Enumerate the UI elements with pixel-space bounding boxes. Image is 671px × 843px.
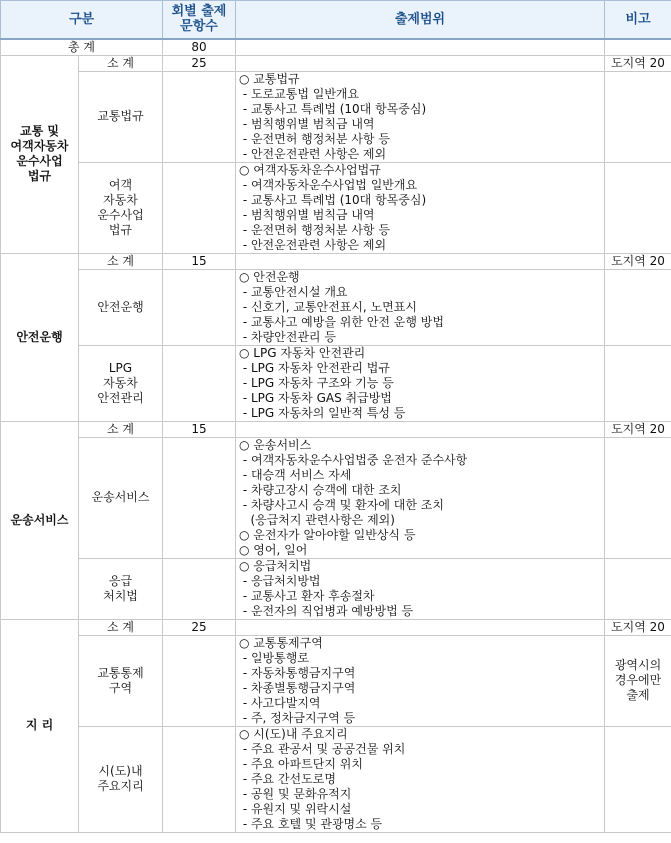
header-category: 구분 (1, 1, 163, 39)
section-category-line: 법규 (27, 169, 52, 183)
subtotal-value: 15 (163, 253, 236, 269)
scope-line: - 교통사고 특례법 (10대 항목중심) (239, 192, 427, 207)
scope-line: - 운전자의 직업병과 예방방법 등 (239, 603, 414, 618)
item-scope (236, 726, 605, 832)
scope-line: (응급처지 관련사항은 제외) (239, 512, 395, 527)
subtotal-value: 15 (163, 421, 236, 437)
scope-line: - 범칙행위별 범칙금 내역 (239, 116, 375, 131)
item-row (1, 162, 671, 253)
item-name-line: 법규 (108, 222, 133, 237)
scope-line: - 여객자동차운수사업법 일반개요 (239, 177, 418, 192)
scope-line: - 교통사고 특례법 (10대 항목중심) (239, 101, 427, 116)
scope-line: - 자동차통행금지구역 (239, 665, 356, 680)
subtotal-label: 소 계 (79, 421, 163, 437)
item-note (605, 345, 671, 421)
item-note-line: 출제 (626, 688, 650, 702)
item-name (79, 558, 163, 619)
section-category-line: 교통 및 (20, 124, 59, 138)
scope-line: - 신호기, 교통안전표시, 노면표시 (239, 299, 417, 314)
scope-line: - 운전면허 행정처분 사항 등 (239, 131, 390, 146)
total-label: 총 계 (1, 39, 163, 56)
scope-line: - 도로교통법 일반개요 (239, 86, 360, 101)
item-name-line: 처치법 (103, 588, 138, 603)
scope-line: ○ 교통통제구역 (239, 635, 323, 650)
subtotal-note: 도지역 20 (605, 619, 671, 635)
subtotal-note: 도지역 20 (605, 55, 671, 71)
scope-line: - 주, 정차금지구역 등 (239, 710, 356, 725)
scope-line: - 응급처치방법 (239, 573, 321, 588)
item-note (605, 71, 671, 162)
item-name-line: 시(도)내 (98, 764, 143, 778)
item-note-line: 경우에만 (614, 673, 662, 687)
scope-line: ○ 안전운행 (239, 269, 300, 284)
scope-line: - 차량안전관리 등 (239, 329, 336, 344)
item-name-line: 자동차 (103, 192, 138, 207)
item-scope (236, 71, 605, 162)
scope-line: - 차종별통행금지구역 (239, 680, 356, 695)
scope-line: - 차량사고시 승객 및 환자에 대한 조치 (239, 497, 444, 512)
item-name-line: 교통통제 (97, 665, 144, 680)
item-name (79, 726, 163, 832)
scope-line: ○ 운송서비스 (239, 437, 312, 452)
scope-line: - 대승객 서비스 자세 (239, 467, 352, 482)
section-category (1, 619, 79, 832)
section-category (1, 421, 79, 619)
scope-line: ○ 여객자동차운수사업법규 (239, 162, 381, 177)
scope-line: ○ LPG 자동차 안전관리 (239, 345, 366, 360)
scope-line: - 교통사고 환자 후송절차 (239, 588, 375, 603)
item-name-line: 운수사업 (97, 207, 144, 222)
item-row (1, 726, 671, 832)
scope-line: - 범칙행위별 범칙금 내역 (239, 207, 375, 222)
item-note (605, 269, 671, 345)
header-remarks: 비고 (605, 1, 671, 39)
scope-line: - 일방통행로 (239, 650, 309, 665)
scope-line: - 주요 관공서 및 공공건물 위치 (239, 741, 406, 756)
item-name-line: 자동차 (103, 375, 138, 390)
section-category-line: 운송서비스 (10, 512, 69, 527)
section-category-line: 지 리 (25, 718, 54, 732)
section-category-line: 운수사업 (16, 154, 63, 168)
item-scope (236, 437, 605, 558)
subtotal-note: 도지역 20 (605, 421, 671, 437)
item-name (79, 437, 163, 558)
section-category-line: 여객자동차 (10, 139, 69, 153)
subtotal-note: 도지역 20 (605, 253, 671, 269)
scope-line: - 공원 및 문화유적지 (239, 786, 352, 801)
subtotal-row (1, 619, 671, 635)
subtotal-label: 소 계 (79, 253, 163, 269)
scope-line: - 안전운전관련 사항은 제외 (239, 237, 387, 252)
scope-line: ○ 시(도)내 주요지리 (239, 726, 348, 741)
section-category (1, 253, 79, 421)
header-question-count: 회별 출제 문항수 (163, 1, 236, 39)
item-name (79, 635, 163, 726)
item-row (1, 345, 671, 421)
item-name-line: 주요지리 (97, 779, 144, 793)
scope-line: ○ 응급처치법 (239, 558, 312, 573)
scope-line: - LPG 자동차의 일반적 특성 등 (239, 405, 406, 420)
item-row (1, 558, 671, 619)
item-name-line: 구역 (108, 680, 133, 695)
subtotal-value: 25 (163, 619, 236, 635)
item-scope (236, 345, 605, 421)
scope-line: - 차량고장시 승객에 대한 조치 (239, 482, 402, 497)
item-row (1, 437, 671, 558)
scope-line: - 여객자동차운수사업법중 운전자 준수사항 (239, 452, 468, 467)
item-name-line: LPG (108, 360, 133, 375)
scope-line: - LPG 자동차 구조와 기능 등 (239, 375, 394, 390)
subtotal-label: 소 계 (79, 619, 163, 635)
item-note (605, 558, 671, 619)
item-note (605, 437, 671, 558)
section-category (1, 55, 79, 253)
item-scope (236, 269, 605, 345)
item-note (605, 162, 671, 253)
scope-line: - 주요 호텔 및 관광명소 등 (239, 816, 383, 831)
subtotal-value: 25 (163, 55, 236, 71)
item-name (79, 71, 163, 162)
subtotal-row (1, 421, 671, 437)
item-name-line: 운송서비스 (91, 490, 150, 504)
scope-line: ○ 영어, 일어 (239, 542, 308, 557)
item-row (1, 71, 671, 162)
total-value: 80 (163, 39, 236, 56)
header-exam-scope: 출제범위 (236, 1, 605, 39)
item-name (79, 162, 163, 253)
item-row (1, 635, 671, 726)
subtotal-row (1, 55, 671, 71)
item-row (1, 269, 671, 345)
scope-line: - 주요 간선도로명 (239, 771, 336, 786)
scope-line: - 안전운전관련 사항은 제외 (239, 146, 387, 161)
total-row (1, 39, 671, 56)
item-scope (236, 162, 605, 253)
subtotal-label: 소 계 (79, 55, 163, 71)
scope-line: - 교통사고 예방을 위한 안전 운행 방법 (239, 314, 444, 329)
scope-line: ○ 운전자가 알아야할 일반상식 등 (239, 527, 416, 542)
item-name-line: 교통법규 (97, 109, 144, 123)
item-name-line: 안전운행 (97, 299, 144, 314)
item-name-line: 여객 (108, 177, 133, 192)
scope-line: - 교통안전시설 개요 (239, 284, 348, 299)
item-note (605, 726, 671, 832)
scope-line: - 운전면허 행정처분 사항 등 (239, 222, 390, 237)
item-name-line: 응급 (108, 573, 133, 588)
item-note (605, 635, 671, 726)
item-note-line: 광역시의 (614, 658, 662, 672)
item-name (79, 269, 163, 345)
section-category-line: 안전운행 (16, 329, 63, 344)
subtotal-row (1, 253, 671, 269)
item-scope (236, 558, 605, 619)
scope-line: - 주요 아파트단지 위치 (239, 756, 363, 771)
item-name-line: 안전관리 (97, 390, 144, 405)
scope-line: - 유원지 및 위락시설 (239, 801, 352, 816)
scope-line: - LPG 자동차 안전관리 법규 (239, 360, 390, 375)
item-scope (236, 635, 605, 726)
scope-line: ○ 교통법규 (239, 71, 300, 86)
scope-line: - 사고다발지역 (239, 695, 321, 710)
item-name (79, 345, 163, 421)
scope-line: - LPG 자동차 GAS 취급방법 (239, 390, 392, 405)
